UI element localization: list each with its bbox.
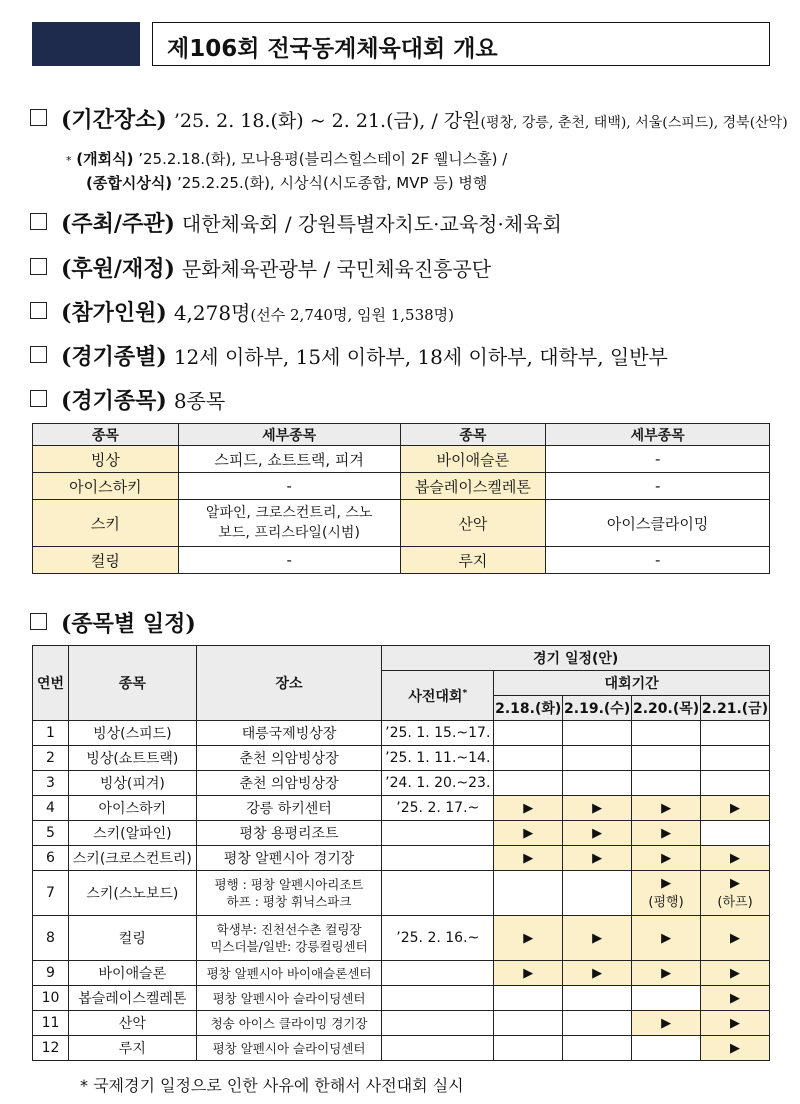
row-pre: ’25. 1. 15.~17.	[382, 721, 494, 746]
row-event: 스키(알파인)	[68, 821, 196, 846]
row-venue: 태릉국제빙상장	[196, 721, 382, 746]
play-marker-icon: ▶	[592, 825, 603, 841]
row-venue: 춘천 의암빙상장	[196, 746, 382, 771]
day-cell	[563, 1011, 632, 1036]
row-venue	[196, 916, 382, 961]
row-pre: ’25. 2. 16.~	[382, 916, 494, 961]
header-cell: 세부종목	[546, 424, 770, 446]
checkbox-icon	[30, 613, 47, 630]
day-cell	[563, 821, 632, 846]
day-cell	[632, 986, 701, 1011]
table-row	[33, 721, 770, 746]
play-marker-icon: ▶	[523, 825, 534, 841]
day-cell	[563, 1036, 632, 1061]
day-cell	[701, 821, 770, 846]
row-pre	[382, 871, 494, 916]
table-row	[33, 916, 770, 961]
row-event: 루지	[68, 1036, 196, 1061]
divisions-label: (경기종별)	[61, 344, 167, 370]
header-cell: 세부종목	[178, 424, 400, 446]
period-places: (평창, 강릉, 춘천, 태백), 서울(스피드), 경북(산악)	[480, 115, 788, 131]
day-cell	[494, 721, 563, 746]
event-cell: 산악	[400, 500, 546, 547]
schedule-table	[32, 645, 770, 1061]
header-date: 2.20.(목)	[632, 696, 701, 721]
row-no: 7	[33, 871, 69, 916]
detail-cell: -	[178, 547, 400, 574]
row-venue: 강릉 하키센터	[196, 796, 382, 821]
row-no: 2	[33, 746, 69, 771]
events-line	[30, 384, 225, 415]
day-cell	[563, 961, 632, 986]
event-cell: 컬링	[33, 547, 179, 574]
table-row	[33, 746, 770, 771]
day-cell	[632, 871, 701, 916]
header-pre	[382, 671, 494, 721]
play-marker-icon: ▶	[592, 965, 603, 981]
opening-text: ’25.2.18.(화), 모나용평(블리스힐스테이 2F 웰니스홀) /	[138, 150, 508, 168]
title-accent-block	[32, 22, 140, 66]
play-marker-icon: ▶	[730, 1015, 741, 1031]
row-venue: 평창 알펜시아 경기장	[196, 846, 382, 871]
row-event: 바이애슬론	[68, 961, 196, 986]
day-cell	[563, 721, 632, 746]
table-row	[33, 500, 770, 547]
event-cell: 빙상	[33, 446, 179, 473]
events-text: 8종목	[173, 389, 226, 413]
venue-line: 믹스더블/일반: 강릉컬링센터	[210, 939, 368, 954]
day-cell	[563, 986, 632, 1011]
event-cell: 아이스하키	[33, 473, 179, 500]
row-event: 빙상(쇼트트랙)	[68, 746, 196, 771]
period-label: (기간장소)	[61, 107, 167, 133]
schedule-header-row	[33, 646, 770, 671]
table-row	[33, 771, 770, 796]
day-cell	[632, 916, 701, 961]
row-no: 11	[33, 1011, 69, 1036]
checkbox-icon	[30, 213, 47, 230]
day-cell	[563, 846, 632, 871]
play-marker-icon: ▶	[661, 825, 672, 841]
row-no: 4	[33, 796, 69, 821]
day-cell	[494, 986, 563, 1011]
day-cell	[563, 871, 632, 916]
table-row	[33, 961, 770, 986]
header-pre-label: 사전대회	[408, 688, 463, 705]
participants-label: (참가인원)	[61, 300, 167, 326]
play-marker-icon: ▶	[730, 930, 741, 946]
day-cell	[632, 796, 701, 821]
checkbox-icon	[30, 390, 47, 407]
header-pre-mark: *	[462, 687, 468, 698]
play-marker-icon: ▶	[523, 850, 534, 866]
header-cell: 종목	[33, 424, 179, 446]
row-pre	[382, 986, 494, 1011]
closing-text: ’25.2.25.(화), 시상식(시도종합, MVP 등) 병행	[176, 174, 488, 192]
detail-cell: 스피드, 쇼트트랙, 피겨	[178, 446, 400, 473]
row-no: 10	[33, 986, 69, 1011]
row-event: 아이스하키	[68, 796, 196, 821]
detail-cell: 알파인, 크로스컨트리, 스노보드, 프리스타일(시범)	[178, 500, 400, 547]
day-cell	[632, 961, 701, 986]
opening-label: (개회식)	[76, 150, 134, 168]
divisions-text: 12세 이하부, 15세 이하부, 18세 이하부, 대학부, 일반부	[173, 345, 668, 369]
table-row	[33, 547, 770, 574]
day-cell	[701, 846, 770, 871]
header-cell: 종목	[400, 424, 546, 446]
row-venue: 평창 알펜시아 슬라이딩센터	[196, 1036, 382, 1061]
day-cell	[701, 871, 770, 916]
host-text: 대한체육회 / 강원특별자치도·교육청·체육회	[181, 212, 562, 236]
play-marker-icon: ▶	[661, 800, 672, 816]
row-venue	[196, 871, 382, 916]
play-marker-icon: ▶	[661, 876, 672, 891]
host-line	[30, 207, 562, 238]
row-pre: ’25. 1. 11.~14.	[382, 746, 494, 771]
play-marker-icon: ▶	[661, 965, 672, 981]
day-cell	[632, 746, 701, 771]
play-marker-icon: ▶	[661, 930, 672, 946]
header-venue: 장소	[196, 646, 382, 721]
row-no: 9	[33, 961, 69, 986]
row-event: 스키(스노보드)	[68, 871, 196, 916]
header-event: 종목	[68, 646, 196, 721]
period-text: ’25. 2. 18.(화) ~ 2. 21.(금), / 강원	[173, 110, 481, 132]
day-cell	[632, 771, 701, 796]
row-no: 1	[33, 721, 69, 746]
divisions-line	[30, 340, 668, 371]
play-marker-icon: ▶	[730, 990, 741, 1006]
table-row	[33, 1036, 770, 1061]
row-no: 3	[33, 771, 69, 796]
day-cell	[494, 916, 563, 961]
row-event: 빙상(피겨)	[68, 771, 196, 796]
day-cell	[701, 1011, 770, 1036]
participants-detail: (선수 2,740명, 임원 1,538명)	[250, 306, 455, 324]
play-marker-icon: ▶	[730, 800, 741, 816]
checkbox-icon	[30, 258, 47, 275]
header-plan: 경기 일정(안)	[382, 646, 770, 671]
row-no: 6	[33, 846, 69, 871]
day-cell	[563, 916, 632, 961]
play-marker-icon: ▶	[592, 800, 603, 816]
event-cell: 봅슬레이스켈레톤	[400, 473, 546, 500]
row-pre	[382, 1036, 494, 1061]
day-cell	[701, 746, 770, 771]
header-main: 대회기간	[494, 671, 770, 696]
events-table-header	[33, 424, 770, 446]
header-date: 2.19.(수)	[563, 696, 632, 721]
sponsor-text: 문화체육관광부 / 국민체육진흥공단	[181, 257, 492, 281]
row-no: 5	[33, 821, 69, 846]
events-table	[32, 423, 770, 574]
day-cell	[563, 771, 632, 796]
table-row	[33, 446, 770, 473]
row-pre	[382, 821, 494, 846]
day-cell	[494, 796, 563, 821]
day-cell	[563, 796, 632, 821]
event-cell: 루지	[400, 547, 546, 574]
header-date: 2.21.(금)	[701, 696, 770, 721]
row-no: 8	[33, 916, 69, 961]
table-row	[33, 473, 770, 500]
day-cell	[701, 771, 770, 796]
participants-line	[30, 296, 454, 327]
play-marker-icon: ▶	[730, 965, 741, 981]
schedule-heading	[30, 607, 196, 638]
closing-line	[86, 172, 487, 193]
day-cell	[632, 821, 701, 846]
row-venue: 평창 알펜시아 바이애슬론센터	[196, 961, 382, 986]
title-frame	[152, 22, 770, 66]
row-event: 산악	[68, 1011, 196, 1036]
day-cell	[494, 846, 563, 871]
event-cell: 스키	[33, 500, 179, 547]
row-pre	[382, 846, 494, 871]
title-banner	[32, 22, 770, 66]
row-pre: ’24. 1. 20.~23.	[382, 771, 494, 796]
row-venue: 평창 알펜시아 슬라이딩센터	[196, 986, 382, 1011]
play-marker-icon: ▶	[523, 800, 534, 816]
detail-cell: -	[178, 473, 400, 500]
row-venue: 청송 아이스 클라이밍 경기장	[196, 1011, 382, 1036]
detail-cell: 아이스클라이밍	[546, 500, 770, 547]
page-title: 제106회 전국동계체육대회 개요	[167, 36, 498, 62]
day-note: (하프)	[717, 895, 753, 910]
day-cell	[701, 1036, 770, 1061]
day-cell	[494, 871, 563, 916]
sponsor-line	[30, 252, 491, 283]
footnote: * 국제경기 일정으로 인한 사유에 한해서 사전대회 실시	[80, 1076, 464, 1095]
day-note: (평행)	[648, 895, 684, 910]
row-pre	[382, 1011, 494, 1036]
play-marker-icon: ▶	[523, 930, 534, 946]
host-label: (주최/주관)	[61, 211, 175, 237]
table-row	[33, 846, 770, 871]
play-marker-icon: ▶	[730, 1040, 741, 1056]
row-venue: 평창 용평리조트	[196, 821, 382, 846]
day-cell	[494, 1011, 563, 1036]
row-event: 빙상(스피드)	[68, 721, 196, 746]
day-cell	[632, 846, 701, 871]
row-no: 12	[33, 1036, 69, 1061]
day-cell	[494, 1036, 563, 1061]
row-event: 스키(크로스컨트리)	[68, 846, 196, 871]
day-cell	[701, 961, 770, 986]
schedule-body	[33, 721, 770, 1061]
period-line	[30, 103, 788, 134]
checkbox-icon	[30, 109, 47, 126]
day-cell	[494, 771, 563, 796]
play-marker-icon: ▶	[592, 930, 603, 946]
checkbox-icon	[30, 346, 47, 363]
play-marker-icon: ▶	[730, 876, 741, 891]
day-cell	[701, 721, 770, 746]
play-marker-icon: ▶	[730, 850, 741, 866]
opening-line: * (개회식) ’25.2.18.(화), 모나용평(블리스힐스테이 2F 웰니스홀) /	[66, 150, 508, 168]
play-marker-icon: ▶	[661, 1015, 672, 1031]
header-no: 연번	[33, 646, 69, 721]
detail-cell: -	[546, 446, 770, 473]
day-cell	[494, 821, 563, 846]
day-cell	[494, 746, 563, 771]
row-event: 컬링	[68, 916, 196, 961]
play-marker-icon: ▶	[523, 965, 534, 981]
day-cell	[632, 721, 701, 746]
day-cell	[563, 746, 632, 771]
event-cell: 바이애슬론	[400, 446, 546, 473]
day-cell	[494, 961, 563, 986]
row-venue: 춘천 의암빙상장	[196, 771, 382, 796]
venue-line: 평행 : 평창 알펜시아리조트	[214, 877, 364, 892]
header-date: 2.18.(화)	[494, 696, 563, 721]
play-marker-icon: ▶	[592, 850, 603, 866]
day-cell	[632, 1011, 701, 1036]
schedule-title: (종목별 일정)	[61, 611, 196, 637]
checkbox-icon	[30, 302, 47, 319]
detail-cell: -	[546, 547, 770, 574]
row-pre: ’25. 2. 17.~	[382, 796, 494, 821]
table-row	[33, 986, 770, 1011]
venue-line: 하프 : 평창 휘닉스파크	[226, 894, 352, 909]
table-row	[33, 796, 770, 821]
day-cell	[701, 916, 770, 961]
table-row	[33, 1011, 770, 1036]
table-row	[33, 871, 770, 916]
play-marker-icon: ▶	[661, 850, 672, 866]
sponsor-label: (후원/재정)	[61, 256, 175, 282]
row-pre	[382, 961, 494, 986]
events-label: (경기종목)	[61, 388, 167, 414]
detail-cell: -	[546, 473, 770, 500]
day-cell	[701, 796, 770, 821]
day-cell	[701, 986, 770, 1011]
table-row	[33, 821, 770, 846]
participants-text: 4,278명	[173, 301, 251, 325]
row-event: 봅슬레이스켈레톤	[68, 986, 196, 1011]
venue-line: 학생부: 진천선수촌 컬링장	[216, 922, 362, 937]
day-cell	[632, 1036, 701, 1061]
closing-label: (종합시상식)	[86, 174, 173, 192]
